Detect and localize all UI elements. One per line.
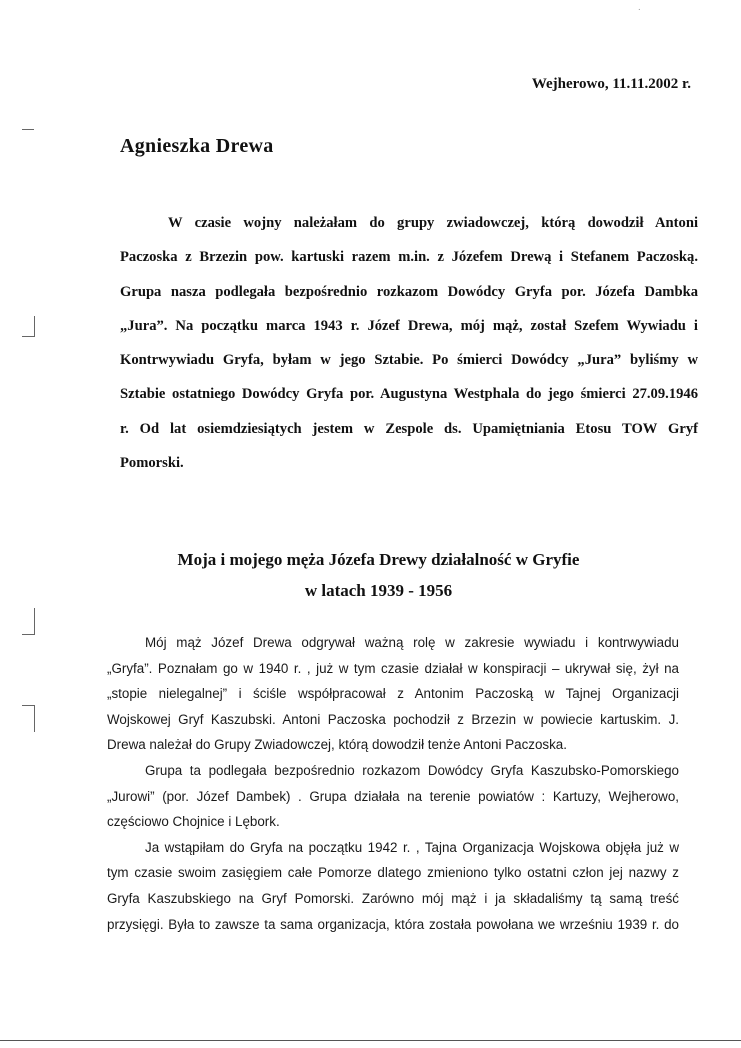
body-line: Grupa ta podlegała bezpośrednio rozkazom Dowódcy Gryfa Kaszubsko-Pomorskiego (145, 762, 679, 778)
margin-mark (22, 316, 35, 337)
margin-mark (22, 129, 34, 136)
body-line: Ja wstąpiłam do Gryfa na początku 1942 r. , Tajna Organizacja Wojskowa objęła już w (145, 839, 679, 855)
author-name: Agnieszka Drewa (120, 135, 274, 157)
intro-paragraph (120, 206, 698, 480)
body-line: częściowo Chojnice i Lębork. (107, 814, 280, 830)
intro-line: Grupa nasza podlegała bezpośrednio rozkazom Dowódcy Gryfa por. Józefa Dambka (120, 283, 698, 300)
body-line: „stopie nielegalnej” i ściśle współpracował z Antonim Paczoską w Tajnej Organizacji (107, 686, 679, 702)
intro-line: W czasie wojny należałam do grupy zwiadowczej, którą dowodził Antoni (168, 215, 698, 231)
section-heading: Moja i mojego męża Józefa Drewy działalność w Gryfie (177, 550, 580, 569)
scan-mark: ˙ (637, 8, 641, 19)
body-line: Gryfa Kaszubskiego na Gryf Pomorski. Zarówno mój mąż i ja składaliśmy tą samą treść (107, 890, 679, 906)
intro-line: r. Od lat osiemdziesiątych jestem w Zespole ds. Upamiętniania Etosu TOW Gryf (120, 420, 698, 437)
intro-line: Kontrwywiadu Gryfa, byłam w jego Sztabie. Po śmierci Dowódcy „Jura” byliśmy w (120, 352, 698, 369)
intro-line: Sztabie ostatniego Dowódcy Gryfa por. Augustyna Westphala do jego śmierci 27.09.1946 (120, 386, 698, 403)
body-line: Mój mąż Józef Drewa odgrywał ważną rolę w zakresie wywiadu i kontrwywiadu (145, 635, 679, 650)
margin-mark (22, 705, 35, 732)
body-text (107, 630, 679, 937)
body-line: tym czasie swoim zasięgiem całe Pomorze dlatego zmieniono tylko ostatni człon jej nazwy z (107, 865, 679, 881)
body-line: „Jurowi” (por. Józef Dambek) . Grupa działała na terenie powiatów : Kartuzy, Wejherowo, (107, 788, 679, 804)
intro-line: „Jura”. Na początku marca 1943 r. Józef Drewa, mój mąż, został Szefem Wywiadu i (120, 317, 698, 334)
intro-line: Paczoska z Brzezin pow. kartuski razem m.in. z Józefem Drewą i Stefanem Paczoską. (120, 249, 698, 266)
body-line: Wojskowej Gryf Kaszubski. Antoni Paczoska pochodził z Brzezin w powiecie kartuskim. J. (107, 711, 679, 727)
body-line: przysięgi. Była to zawsze ta sama organizacja, która została powołana we wrześniu 1939 r. do (107, 916, 679, 932)
section-heading-years: w latach 1939 - 1956 (304, 581, 453, 600)
margin-mark (22, 608, 35, 635)
intro-line: Pomorski. (120, 455, 184, 472)
scan-edge-line (0, 1040, 741, 1041)
body-line: Drewa należał do Grupy Zwiadowczej, którą dowodził tenże Antoni Paczoska. (107, 737, 567, 753)
document-date: Wejherowo, 11.11.2002 r. (531, 76, 691, 92)
body-line: „Gryfa”. Poznałam go w 1940 r. , już w tym czasie działał w konspiracji – ukrywał się, żył na (107, 660, 679, 676)
